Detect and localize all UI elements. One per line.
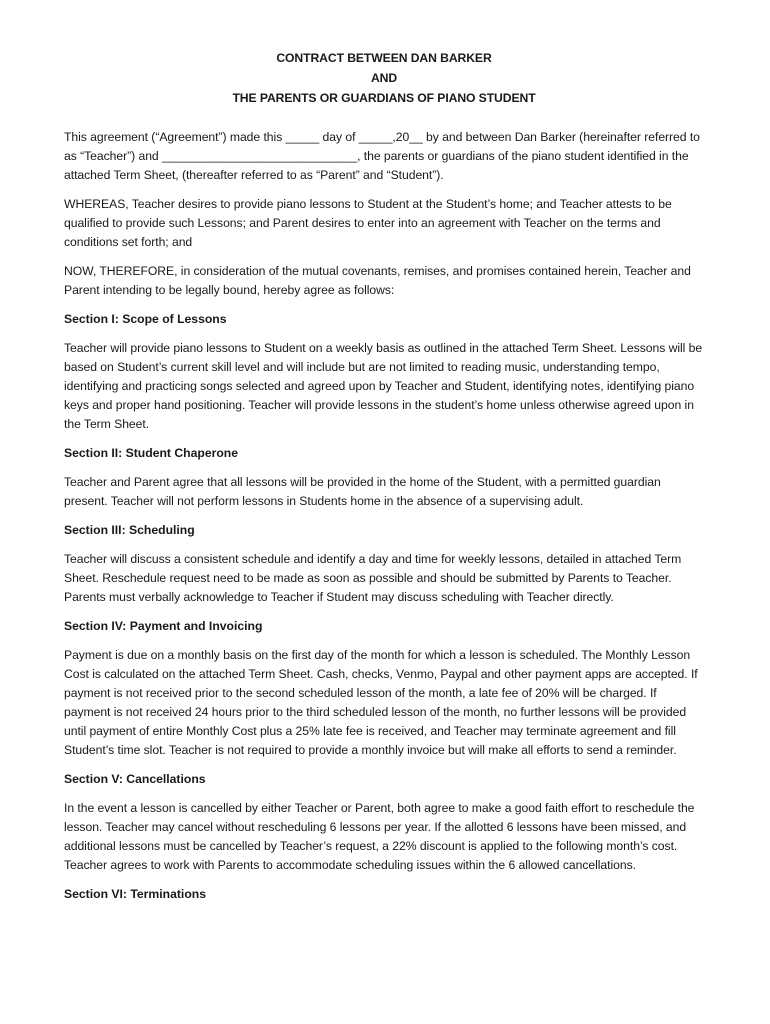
section-body-payment: Payment is due on a monthly basis on the first day of the month for which a lesson is scheduled. The Monthly Lesson Cost is calculated on the attached Term Sheet. Cash, checks, Venmo, Paypal and other payment apps are accepted. If payment is not received prior to the second scheduled lesson of the month, a late fee of 20% will be charged. If payment is not received 24 hours prior to the third scheduled lesson of the month, no further lessons will be provided until payment of entire Monthly Cost plus a 25% late fee is received, and Teacher may terminate agreement and fill Student’s time slot. Teacher is not required to provide a monthly invoice but will make all efforts to send a reminder. — [64, 648, 698, 757]
section-heading-scheduling: Section III: Scheduling — [64, 523, 195, 537]
section-heading-cancellations: Section V: Cancellations — [64, 772, 206, 786]
section-heading-terminations: Section VI: Terminations — [64, 887, 206, 901]
title-line-1: CONTRACT BETWEEN DAN BARKER — [276, 51, 492, 65]
section-body-cancellations: In the event a lesson is cancelled by either Teacher or Parent, both agree to make a good faith effort to reschedule the lesson. Teacher may cancel without rescheduling 6 lessons per year. If the allotted 6 lessons have been missed, and additional lessons must be cancelled by Teacher’s request, a 22% discount is applied to the following month’s cost. Teacher agrees to work with Parents to accommodate scheduling issues within the 6 allowed cancellations. — [64, 801, 695, 872]
section-heading-chaperone: Section II: Student Chaperone — [64, 446, 239, 460]
whereas-paragraph: WHEREAS, Teacher desires to provide piano lessons to Student at the Student’s home; and Teacher attests to be qualified to provide such Lessons; and Parent desires to enter into an agreement with Teacher on the terms and conditions set forth; and — [64, 197, 672, 249]
section-heading-scope: Section I: Scope of Lessons — [64, 312, 227, 326]
now-therefore-paragraph: NOW, THEREFORE, in consideration of the mutual covenants, remises, and promises contained herein, Teacher and Parent intending to be legally bound, hereby agree as follows: — [64, 264, 691, 297]
section-body-scope: Teacher will provide piano lessons to Student on a weekly basis as outlined in the attached Term Sheet. Lessons will be based on Student’s current skill level and will include but are not limited to reading music, understanding tempo, identifying and practicing songs selected and agreed upon by Teacher and Student, identifying notes, identifying piano keys and proper hand positioning. Teacher will provide lessons in the student’s home unless otherwise agreed upon in the Term Sheet. — [64, 341, 703, 431]
section-body-scheduling: Teacher will discuss a consistent schedule and identify a day and time for weekly lessons, detailed in attached Term Sheet. Reschedule request need to be made as soon as possible and should be submitted by Parents to Teacher. Parents must verbally acknowledge to Teacher if Student may discuss scheduling with Teacher directly. — [64, 552, 682, 604]
title-line-2: AND — [370, 71, 398, 85]
title-line-3: THE PARENTS OR GUARDIANS OF PIANO STUDENT — [232, 91, 536, 105]
section-heading-payment: Section IV: Payment and Invoicing — [64, 619, 263, 633]
section-body-chaperone: Teacher and Parent agree that all lessons will be provided in the home of the Student, with a permitted guardian present. Teacher will not perform lessons in Students home in the absence of a supervising adult. — [64, 475, 661, 508]
document-title — [64, 48, 704, 108]
intro-paragraph: This agreement (“Agreement”) made this _____ day of _____,20__ by and between Dan Barker (hereinafter referred to as “Teacher”) and _____________________________, the parents or guardians of the piano student identified in the attached Term Sheet, (thereafter referred to as “Parent” and “Student”). — [64, 130, 700, 182]
